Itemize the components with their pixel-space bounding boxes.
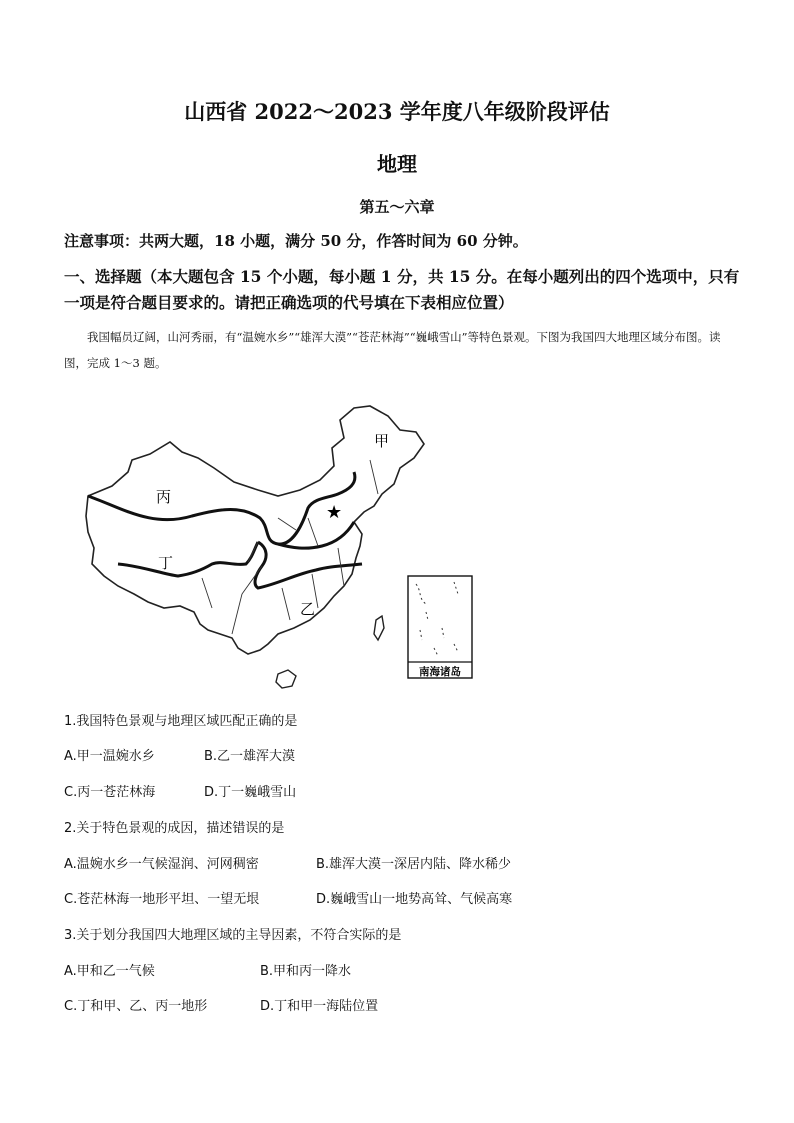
question-3-option-a: A.甲和乙一气候 <box>64 964 155 979</box>
question-2-option-d: D.巍峨雪山一地势高耸、气候高寒 <box>316 892 513 907</box>
question-3-option-d: D.丁和甲一海陆位置 <box>260 999 379 1014</box>
chapter-label: 第五～六章 <box>359 198 435 216</box>
question-3-stem: 3.关于划分我国四大地理区域的主导因素，不符合实际的是 <box>64 928 402 943</box>
subject-title: 地理 <box>377 152 417 176</box>
question-2-stem: 2.关于特色景观的成因，描述错误的是 <box>64 821 285 836</box>
question-intro: 我国幅员辽阔，山河秀丽，有“温婉水乡”“雄浑大漠”“苍茫林海”“巍峨雪山”等特色景观。下图为我国四大地理区域分布图。读图，完成 1～3 题。 <box>64 330 721 370</box>
exam-notice: 注意事项：共两大题，18 小题，满分 50 分，作答时间为 60 分钟。 <box>64 232 528 250</box>
question-3-option-b: B.甲和丙一降水 <box>260 964 352 979</box>
question-3-option-c: C.丁和甲、乙、丙一地形 <box>64 999 208 1014</box>
exam-title: 山西省 2022～2023 学年度八年级阶段评估 <box>184 99 610 124</box>
region-label-jia: 甲 <box>374 432 390 450</box>
question-1-stem: 1.我国特色景观与地理区域匹配正确的是 <box>64 714 298 729</box>
section-heading: 一、选择题（本大题包含 15 个小题，每小题 1 分，共 15 分。在每小题列出的四个选项中，只有一项是符合题目要求的。请把正确选项的代号填在下表相应位置） <box>64 267 740 312</box>
china-regions-map <box>82 398 482 693</box>
question-2-option-a: A.温婉水乡一气候湿润、河网稠密 <box>64 857 259 872</box>
map-svg <box>82 398 482 693</box>
question-1-option-c: C.丙一苍茫林海 <box>64 785 156 800</box>
taiwan-island <box>374 616 384 640</box>
question-2-option-c: C.苍茫林海一地形平坦、一望无垠 <box>64 892 260 907</box>
south-china-sea-inset <box>408 576 472 678</box>
region-label-bing: 丙 <box>156 488 172 506</box>
boundary-qinghai-tibet <box>118 542 258 576</box>
question-1-option-a: A.甲一温婉水乡 <box>64 749 155 764</box>
question-2-option-b: B.雄浑大漠一深居内陆、降水稀少 <box>316 857 512 872</box>
question-1-option-d: D.丁一巍峨雪山 <box>204 785 297 800</box>
hainan-island <box>276 670 296 688</box>
question-1-option-b: B.乙一雄浑大漠 <box>204 749 296 764</box>
region-label-ding: 丁 <box>158 554 174 572</box>
capital-star: ★ <box>326 502 343 523</box>
inset-label: 南海诸岛 <box>419 666 461 678</box>
region-label-yi: 乙 <box>300 600 316 618</box>
